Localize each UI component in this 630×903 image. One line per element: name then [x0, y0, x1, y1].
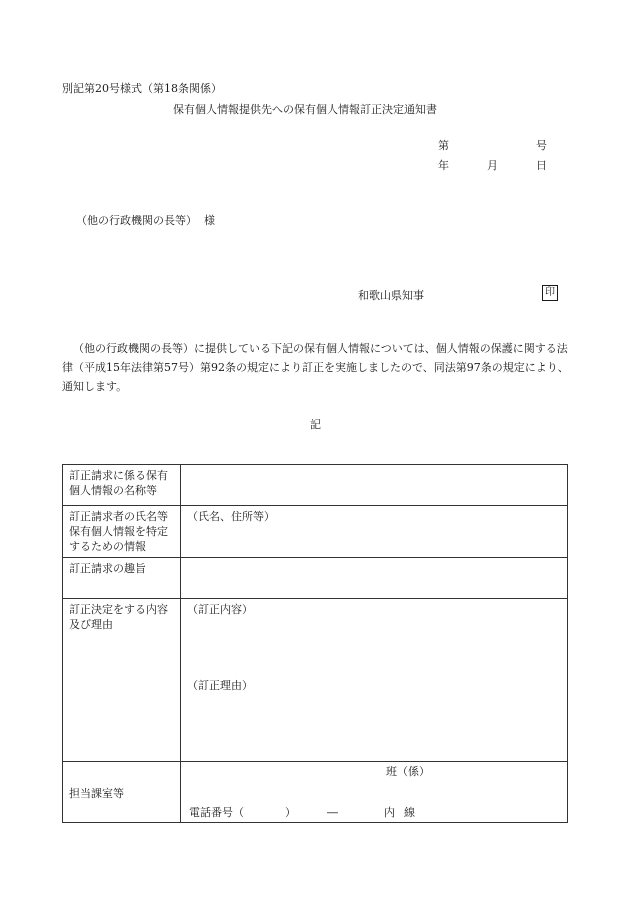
row-value-requester[interactable]: [181, 506, 568, 558]
row-value-contact[interactable]: [181, 762, 568, 823]
document-number-suffix: 号: [536, 139, 547, 152]
row-value-decision[interactable]: [181, 599, 568, 762]
row-value-info-name[interactable]: [181, 465, 568, 506]
document-number-prefix: 第: [438, 139, 449, 152]
notice-body-text: （他の行政機関の長等）に提供している下記の保有個人情報については、個人情報の保護に関する法律（平成15年法律第57号）第92条の規定により訂正を実施しましたので、同法第97条の規定により、通知します。: [62, 342, 569, 393]
row-label-purpose: 訂正請求の趣旨: [63, 558, 181, 599]
row-label-contact: [63, 762, 181, 823]
table-row: [63, 506, 568, 558]
phone-label: 電話番号（: [189, 806, 244, 819]
phone-dash: ―: [327, 806, 338, 819]
row-label-requester: 訂正請求者の氏名等 保有個人情報を特定 するための情報: [63, 506, 181, 558]
han-label: 班（係）: [386, 765, 430, 778]
form-number: 別記第20号様式（第18条関係）: [62, 82, 222, 95]
addressee-honorific: 様: [204, 214, 215, 227]
contact-label: 担当課室等: [69, 787, 124, 800]
document-title: 保有個人情報提供先への保有個人情報訂正決定通知書: [173, 103, 437, 116]
phone-close-paren: ）: [285, 806, 296, 819]
table-row: [63, 762, 568, 823]
extension-label: 内線: [384, 806, 424, 819]
ki-heading: 記: [310, 418, 321, 431]
table-row: [63, 599, 568, 762]
requester-hint: （氏名、住所等）: [187, 510, 275, 523]
row-label-decision: 訂正決定をする内容 及び理由: [63, 599, 181, 762]
table-row: [63, 465, 568, 506]
row-value-purpose[interactable]: [181, 558, 568, 599]
correction-reason-label: （訂正理由）: [187, 679, 253, 692]
date-month-label: 月: [487, 159, 498, 172]
correction-content-label: （訂正内容）: [187, 603, 253, 616]
row-label-info-name: 訂正請求に係る保有 個人情報の名称等: [63, 465, 181, 506]
notice-details-table: [62, 464, 568, 823]
table-row: [63, 558, 568, 599]
seal-mark: 印: [542, 285, 558, 301]
date-day-label: 日: [536, 159, 547, 172]
date-year-label: 年: [438, 159, 449, 172]
addressee-label: （他の行政機関の長等）: [76, 214, 197, 227]
issuer-name: 和歌山県知事: [358, 289, 424, 302]
